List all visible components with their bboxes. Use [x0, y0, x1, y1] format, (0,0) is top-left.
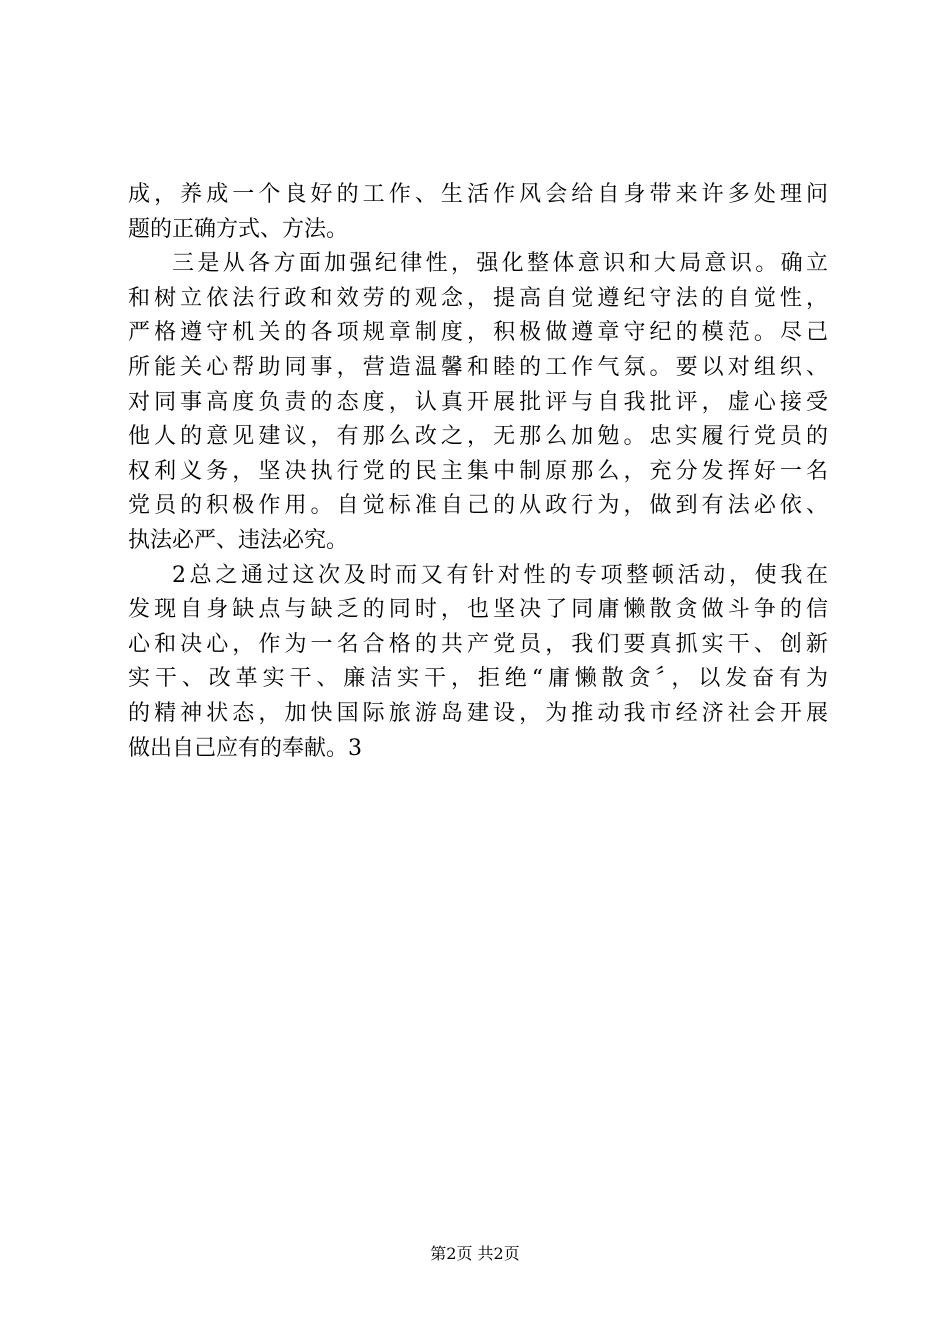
text-line: 成，养成一个良好的工作、生活作风会给自身带来许多处理问 — [128, 182, 828, 207]
text-line: 发现自身缺点与缺乏的同时，也坚决了同庸懒散贪做斗争的信 — [128, 597, 828, 623]
text-line: 的精神状态，加快国际旅游岛建设，为推动我市经济社会开展 — [128, 700, 828, 726]
text-line: 执法必严、违法必究。 — [128, 527, 349, 553]
text-line: 党员的积极作用。自觉标准自己的从政行为，做到有法必依、 — [128, 493, 828, 519]
text-line: 2总之通过这次及时而又有针对性的专项整顿活动，使我在 — [172, 562, 828, 588]
text-line: 和树立依法行政和效劳的观念，提高自觉遵纪守法的自觉性， — [128, 285, 828, 311]
text-line: 严格遵守机关的各项规章制度，积极做遵章守纪的模范。尽己 — [128, 320, 828, 346]
text-line: 心和决心，作为一名合格的共产党员，我们要真抓实干、创新 — [128, 631, 828, 657]
text-line: 做出自己应有的奉献。3 — [128, 735, 362, 761]
text-line: 实干、改革实干、廉洁实干，拒绝“庸懒散贪〞，以发奋有为 — [128, 666, 828, 692]
text-line: 所能关心帮助同事，营造温馨和睦的工作气氛。要以对组织、 — [128, 354, 828, 380]
document-body — [128, 178, 828, 766]
text-line: 题的正确方式、方法。 — [128, 216, 349, 242]
text-line: 对同事高度负责的态度，认真开展批评与自我批评，虚心接受 — [128, 389, 828, 415]
page-footer: 第2页 共2页 — [430, 1244, 520, 1263]
text-line: 他人的意见建议，有那么改之，无那么加勉。忠实履行党员的 — [128, 424, 828, 450]
text-line: 三是从各方面加强纪律性，强化整体意识和大局意识。确立 — [172, 251, 828, 277]
text-line: 权利义务，坚决执行党的民主集中制原那么，充分发挥好一名 — [128, 458, 828, 484]
